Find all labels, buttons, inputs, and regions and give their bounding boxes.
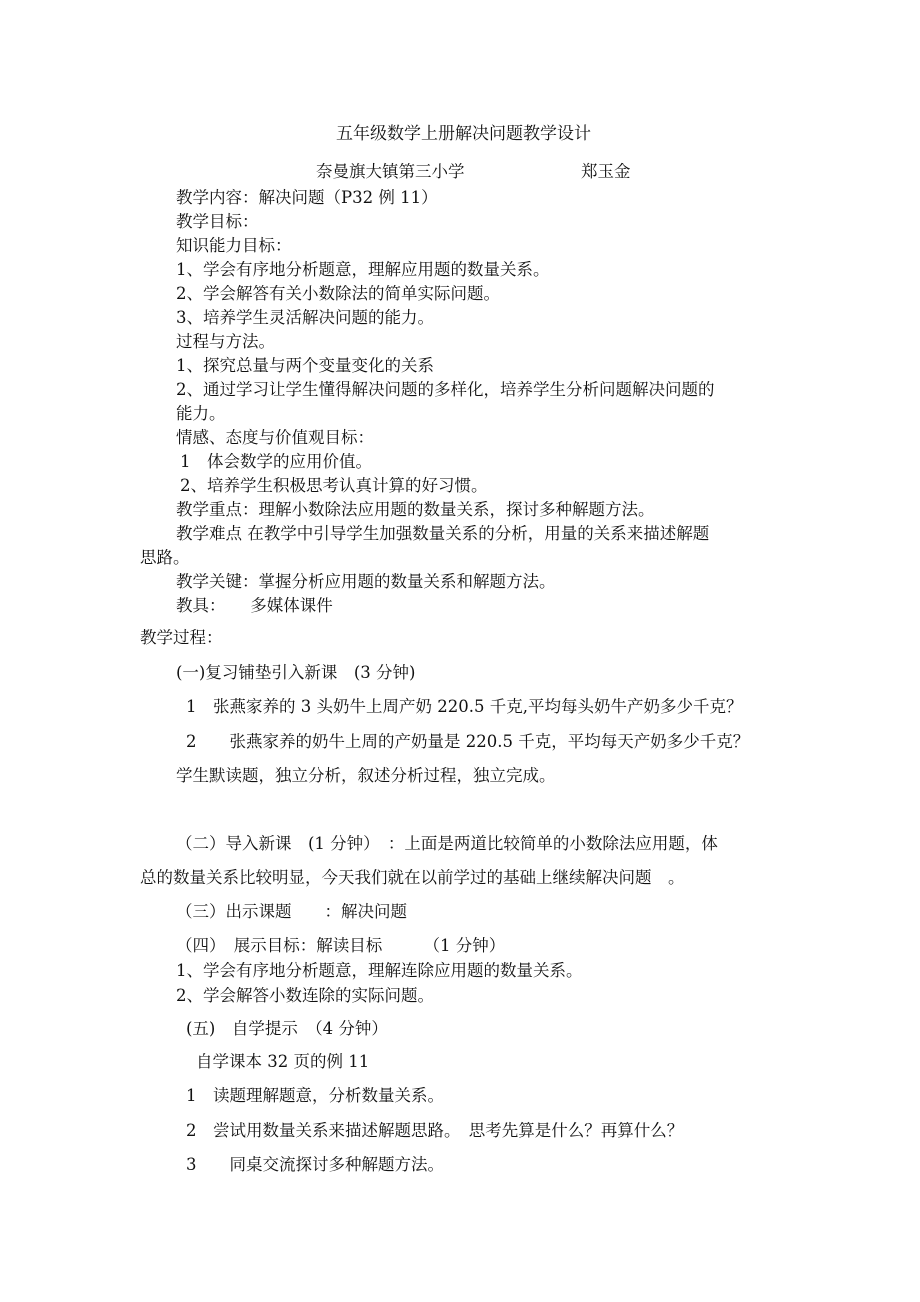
process-item: 1、探究总量与两个变量变化的关系	[176, 356, 434, 375]
step2-text-continued: 总的数量关系比较明显，今天我们就在以前学过的基础上继续解决问题 。	[140, 868, 685, 887]
step1-question: 1 张燕家养的 3 头奶牛上周产奶 220.5 千克,平均每头奶牛产奶多少千克？	[186, 697, 743, 716]
step4-heading: （四） 展示目标：解读目标 （1 分钟）	[176, 936, 506, 955]
process-title: 教学过程：	[140, 628, 223, 647]
teaching-content: 教学内容：解决问题（P32 例 11）	[176, 188, 438, 207]
goals-heading: 教学目标：	[176, 212, 259, 231]
step2-text: （二）导入新课 (1 分钟） ：上面是两道比较简单的小数除法应用题，体	[176, 834, 718, 853]
key-point: 教学重点：理解小数除法应用题的数量关系，探讨多种解题方法。	[176, 500, 655, 519]
step1-question: 2 张燕家养的奶牛上周的产奶量是 220.5 千克，平均每天产奶多少千克？	[186, 732, 750, 751]
emotion-item: 1 体会数学的应用价值。	[180, 452, 372, 471]
hint-item: 3 同桌交流探讨多种解题方法。	[186, 1155, 444, 1174]
difficulty-continued: 思路。	[140, 548, 190, 567]
knowledge-item: 2、学会解答有关小数除法的简单实际问题。	[176, 284, 500, 303]
hint-item: 1 读题理解题意，分析数量关系。	[186, 1086, 444, 1105]
difficulty: 教学难点 在教学中引导学生加强数量关系的分析，用量的关系来描述解题	[176, 524, 710, 543]
step1-note: 学生默读题，独立分析，叙述分析过程，独立完成。	[176, 766, 556, 785]
step4-goal: 1、学会有序地分析题意，理解连除应用题的数量关系。	[176, 961, 583, 980]
teaching-tools: 教具： 多媒体课件	[176, 596, 333, 615]
teaching-crux: 教学关键：掌握分析应用题的数量关系和解题方法。	[176, 572, 556, 591]
process-heading: 过程与方法。	[176, 332, 275, 351]
author-name: 郑玉金	[581, 162, 631, 181]
step3-heading: （三）出示课题 ：解决问题	[176, 902, 407, 921]
self-study-text: 自学课本 32 页的例 11	[196, 1052, 370, 1071]
step1-heading: (一)复习铺垫引入新课 (3 分钟)	[176, 663, 416, 682]
document-title: 五年级数学上册解决问题教学设计	[336, 124, 591, 144]
process-item: 2、通过学习让学生懂得解决问题的多样化，培养学生分析问题解决问题的	[176, 380, 715, 399]
knowledge-item: 3、培养学生灵活解决问题的能力。	[176, 308, 434, 327]
step4-goal: 2、学会解答小数连除的实际问题。	[176, 986, 434, 1005]
step5-heading: (五) 自学提示 （4 分钟）	[186, 1019, 388, 1038]
hint-item: 2 尝试用数量关系来描述解题思路。 思考先算是什么？再算什么？	[186, 1121, 684, 1140]
emotion-heading: 情感、态度与价值观目标：	[176, 428, 374, 447]
process-item-continued: 能力。	[176, 404, 226, 423]
knowledge-item: 1、学会有序地分析题意，理解应用题的数量关系。	[176, 260, 550, 279]
school-name: 奈曼旗大镇第三小学	[316, 162, 465, 181]
knowledge-heading: 知识能力目标：	[176, 236, 292, 255]
emotion-item: 2、培养学生积极思考认真计算的好习惯。	[180, 476, 488, 495]
